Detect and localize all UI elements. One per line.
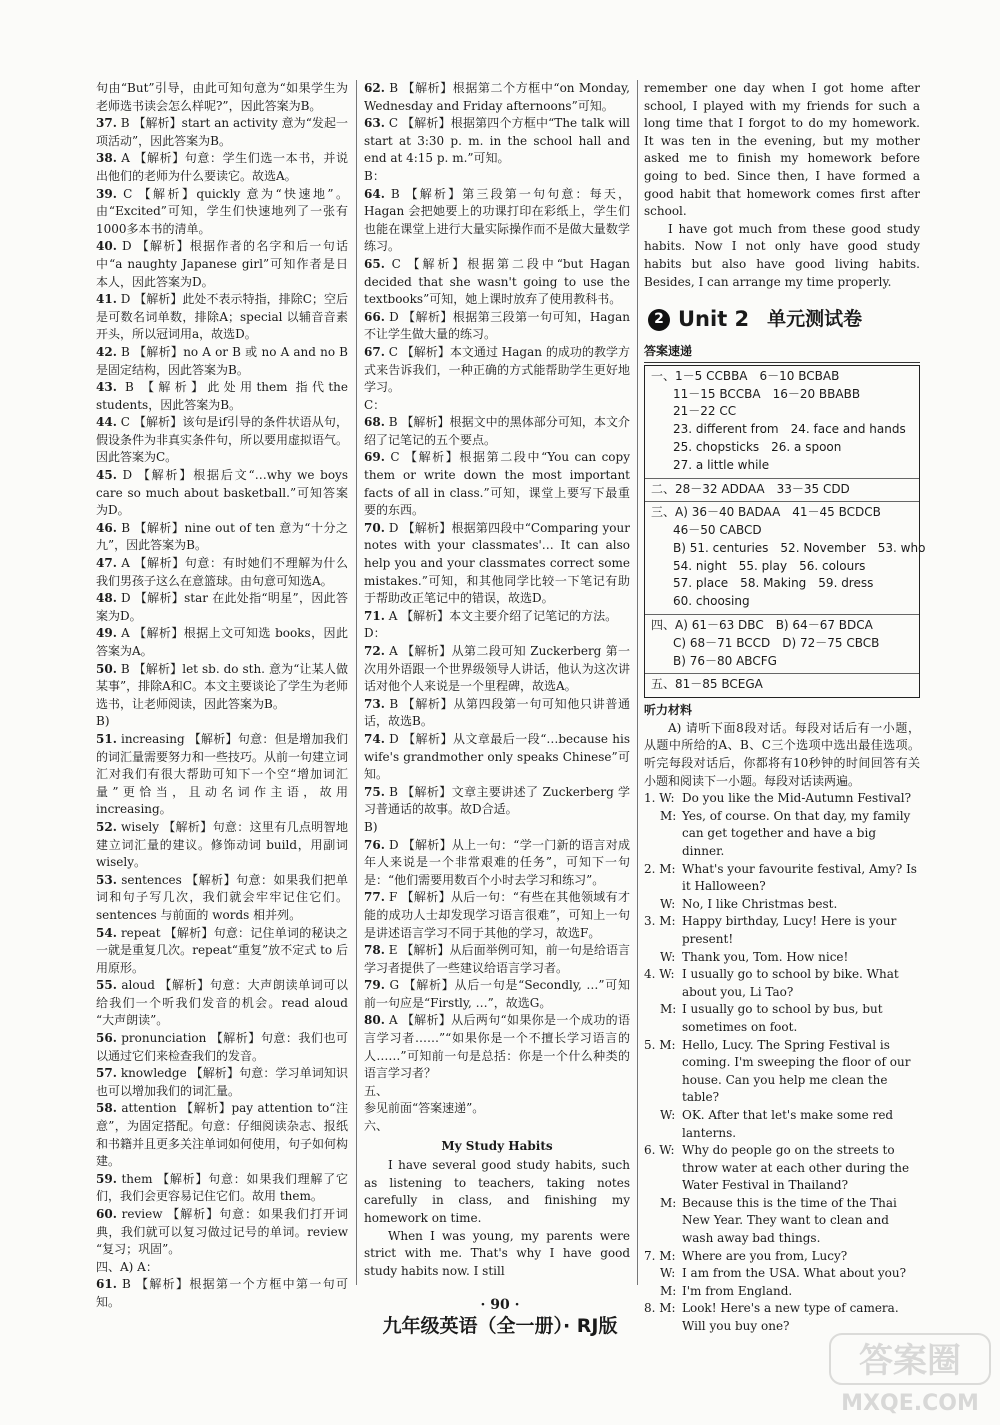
answer-explanation: 参见前面“答案速递”。 xyxy=(364,1101,485,1116)
answer-key-line: 四、A) 61－63 DBC B) 64－67 BDCA xyxy=(651,618,873,633)
answer-explanation: B) xyxy=(364,819,378,834)
question-number: 61. xyxy=(96,1277,117,1292)
answer-key-line: 60. choosing xyxy=(673,594,750,609)
question-number: 55. xyxy=(96,978,117,993)
dialogue-text: No, I like Christmas best. xyxy=(682,896,838,911)
question-number: 47. xyxy=(96,556,117,571)
left-column xyxy=(96,80,348,1312)
answer-key-line: 一、1－5 CCBBA 6－10 BCBAB xyxy=(651,368,840,383)
question-number: 66. xyxy=(364,309,385,324)
question-number: 80. xyxy=(364,1013,385,1028)
speaker-label: W: xyxy=(660,896,676,911)
answer-key-line: 27. a little while xyxy=(673,457,770,472)
dialogue-line xyxy=(644,1107,920,1142)
answer-explanation: 43. B 【解析】此处用them 指代the students，因此答案为B。 xyxy=(96,380,348,412)
question-number: 77. xyxy=(364,890,385,905)
answer-explanation: B： xyxy=(364,168,385,183)
answer-explanation: 37. B 【解析】start an activity 意为“发起一项活动”，因此答案为B。 xyxy=(96,116,348,148)
question-number: 65. xyxy=(364,256,385,271)
question-number: 44. xyxy=(96,415,117,430)
dialogue-line xyxy=(644,790,920,808)
dialogue-text: I'm from England. xyxy=(682,1283,793,1298)
question-number: 67. xyxy=(364,344,385,359)
answer-explanation: 79. G 【解析】从后一句是“Secondly, …”可知前一句应是“Firstly, …”，故选G。 xyxy=(364,978,630,1010)
answer-key-line: B) 51. centuries 52. November 53. who xyxy=(673,540,926,555)
question-number: 49. xyxy=(96,626,117,641)
answer-explanation: 五、 xyxy=(364,1083,389,1098)
answer-explanation: B) xyxy=(96,714,110,729)
answer-explanation: 四、A) A： xyxy=(96,1259,158,1274)
speaker-label: 8. M: xyxy=(644,1301,676,1316)
unit-number-badge: 2 xyxy=(648,309,670,331)
answer-key-line: 25. chopsticks 26. a spoon xyxy=(673,439,842,454)
answer-explanation: 40. D 【解析】根据作者的名字和后一句话中“a naughty Japanese girl”可知作者是日本人，因此答案为D。 xyxy=(96,239,348,289)
answer-explanation: 64. B 【解析】第三段第一句句意：每天，Hagan 会把她要上的功课打印在彩纸上，学生们也能在课堂上进行大量实际操作而不是做大量数学练习。 xyxy=(364,186,630,254)
answer-key-line: 二、28－32 ADDAA 33－35 CDD xyxy=(651,481,850,496)
answer-key-section xyxy=(645,479,919,503)
answer-key-line: 23. different from 24. face and hands xyxy=(673,422,906,437)
dialogue-line xyxy=(644,966,920,1001)
question-number: 71. xyxy=(364,608,385,623)
dialogue-line xyxy=(644,1248,920,1266)
answer-explanation: 48. D 【解析】star 在此处指“明星”，因此答案为D。 xyxy=(96,591,348,623)
middle-column-entries xyxy=(364,80,630,1136)
answer-explanation: 63. C 【解析】根据第四个方框中“The talk will start at 3:30 p. m. in the school hall and end at 4:15 p. m.”可知。 xyxy=(364,116,630,166)
question-number: 40. xyxy=(96,239,117,254)
answer-explanation: 57. knowledge 【解析】句意：学习单词知识也可以增加我们的词汇量。 xyxy=(96,1066,348,1098)
speaker-label: 3. M: xyxy=(644,914,676,929)
dialogue-line xyxy=(644,896,920,914)
speaker-label: W: xyxy=(660,1266,676,1281)
answer-key-line: 46－50 CABCD xyxy=(673,523,762,538)
speaker-label: M: xyxy=(660,1195,677,1210)
question-number: 72. xyxy=(364,644,385,658)
question-number: 46. xyxy=(96,520,117,535)
unit-title: Unit 2 xyxy=(678,307,750,332)
question-number: 74. xyxy=(364,731,385,746)
answer-explanation: 59. them 【解析】句意：如果我们理解了它们，我们会更容易记住它们。故用 them。 xyxy=(96,1171,348,1204)
dialogue-text: What's your favourite festival, Amy? Is it Halloween? xyxy=(682,861,917,894)
dialogue-text: OK. After that let's make some red lanterns. xyxy=(682,1107,894,1140)
dialogue-line xyxy=(644,808,920,861)
listening-dialogues xyxy=(644,790,920,1335)
answer-key-box xyxy=(644,365,926,699)
question-number: 48. xyxy=(96,591,117,606)
watermark-url: MXQE.COM xyxy=(841,1391,979,1416)
answer-explanation: 38. A 【解析】句意：学生们选一本书，并说出他们的老师为什么要读它。故选A。 xyxy=(96,151,348,183)
answer-explanation: 72. A 【解析】从第二段可知 Zuckerberg 第一次用外语跟一个世界级领导人讲话，他认为这次讲话对他个人来说是一个里程碑，故选A。 xyxy=(364,644,630,694)
answer-explanation: 65. C 【解析】根据第二段中“but Hagan decided that she wasn't going to use the textbooks”可知，她上课时放弃了使用教科书。 xyxy=(364,256,630,307)
question-number: 42. xyxy=(96,344,117,359)
watermark-logo xyxy=(826,1330,994,1418)
dialogue-text: I usually go to school by bus, but sometimes on foot. xyxy=(682,1002,883,1034)
question-number: 60. xyxy=(96,1207,117,1221)
question-number: 69. xyxy=(364,450,385,465)
question-number: 75. xyxy=(364,784,385,799)
answer-key-line: 11－15 BCCBA 16－20 BBABB xyxy=(673,386,861,401)
dialogue-text: Because this is the time of the Thai New Year. They want to clean and wash away bad things. xyxy=(682,1195,897,1246)
dialogue-text: Yes, of course. On that day, my family can get together and have a big dinner. xyxy=(682,808,911,859)
answer-explanation: 75. B 【解析】文章主要讲述了 Zuckerberg 学习普通话的故事。故D合适。 xyxy=(364,784,630,817)
dialogue-text: I usually go to school by bike. What about you, Li Tao? xyxy=(682,967,899,999)
answer-key-line: B) 76－80 ABCFG xyxy=(673,653,777,668)
answer-explanation: 61. B 【解析】根据第一个方框中第一句可知。 xyxy=(96,1277,348,1309)
answer-explanation: 74. D 【解析】从文章最后一段“…because his wife's grandmother only speaks Chinese”可知。 xyxy=(364,731,630,782)
question-number: 37. xyxy=(96,116,117,131)
answer-explanation: 58. attention 【解析】pay attention to“注意”，为固定搭配。句意：仔细阅读杂志、报纸和书籍并且更多关注单词如何使用，句子如何构建。 xyxy=(96,1101,349,1169)
speaker-label: M: xyxy=(660,1002,677,1017)
question-number: 45. xyxy=(96,468,117,483)
unit-subtitle: 单元测试卷 xyxy=(767,308,863,331)
dialogue-line xyxy=(644,1001,920,1036)
answer-explanation: 67. C 【解析】本文通过 Hagan 的成功的教学方式来告诉我们，一种正确的方式能帮助学生更好地学习。 xyxy=(364,344,630,395)
answer-explanation: 44. C 【解析】该句是if引导的条件状语从句，假设条件为非真实条件句，所以要用虚拟语气。因此答案为C。 xyxy=(96,415,349,465)
essay-continuation: remember one day when I got home after school, I played with my friends for such a long time that I forgot to do my homework. It was ten in the evening, but my mother asked me to finish my homework before going to bed. Since then, I have formed a good habit that homework comes first after school. xyxy=(644,81,920,219)
dialogue-line xyxy=(644,913,920,948)
answer-explanation: 45. D 【解析】根据后文“…why we boys care so much about basketball.”可知答案为D。 xyxy=(96,468,348,518)
question-number: 38. xyxy=(96,151,117,166)
question-number: 50. xyxy=(96,661,117,676)
answer-explanation: 六、 xyxy=(364,1119,389,1134)
answer-explanation: 69. C 【解析】根据第二段中“You can copy them or write down the most important facts of all in class.”可知，课堂上要写下最重要的东西。 xyxy=(364,450,630,518)
question-number: 58. xyxy=(96,1101,117,1116)
answer-key-section xyxy=(645,366,919,479)
question-number: 73. xyxy=(364,696,385,711)
question-number: 41. xyxy=(96,292,117,307)
dialogue-line xyxy=(644,949,920,967)
dialogue-line xyxy=(644,861,920,896)
answer-key-section xyxy=(645,615,919,674)
page-number: · 90 · xyxy=(480,1297,520,1313)
answer-explanation: 73. B 【解析】从第四段第一句可知他只讲普通话，故选B。 xyxy=(364,696,630,729)
question-number: 56. xyxy=(96,1031,117,1046)
dialogue-text: Where are you from, Lucy? xyxy=(682,1248,848,1263)
answer-explanation: 60. review 【解析】句意：如果我们打开词典，我们就可以复习做过记号的单词。review “复习；巩固”。 xyxy=(96,1207,348,1257)
answer-explanation: 76. D 【解析】从上一句：“学一门新的语言对成年人来说是一个非常艰难的任务”，可知下一句是：“他们需要用数百个小时去学习和练习”。 xyxy=(364,837,630,887)
dialogue-line xyxy=(644,1265,920,1283)
speaker-label: 4. W: xyxy=(644,967,675,982)
answer-explanation: 54. repeat 【解析】句意：记住单词的秘诀之一就是重复几次。repeat“重复”放不定式 to 后用原形。 xyxy=(96,925,348,975)
answer-explanation: C： xyxy=(364,397,386,412)
listening-intro: A) 请听下面8段对话。每段对话后有一小题，从题中所给的A、B、C三个选项中选出最佳选项。听完每段对话后，你都将有10秒钟的时间回答有关小题和阅读下一小题。每段对话读两遍。 xyxy=(644,720,920,788)
speaker-label: 5. M: xyxy=(644,1037,676,1052)
column-divider-right xyxy=(637,80,638,1285)
column-divider-left xyxy=(356,80,357,1285)
answer-explanation: 78. E 【解析】从后面举例可知，前一句是给语言学习者提供了一些建议给语言学习者。 xyxy=(364,943,630,975)
question-number: 57. xyxy=(96,1066,117,1081)
unit-heading xyxy=(648,305,920,335)
dialogue-line xyxy=(644,1037,920,1107)
dialogue-text: Thank you, Tom. How nice! xyxy=(682,949,849,964)
watermark-top-text: 答案圈 xyxy=(859,1341,961,1381)
answer-key-line: C) 68－71 BCCD D) 72－75 CBCB xyxy=(673,635,880,650)
book-title: 九年级英语（全一册）· RJ版 xyxy=(382,1315,618,1337)
speaker-label: W: xyxy=(660,949,676,964)
answer-explanation: 77. F 【解析】从后一句：“有些在其他领域有才能的成功人士却发现学习语言很难”，可知上一句是讲述语言学习不同于其他的学习，故选F。 xyxy=(364,890,630,940)
answer-explanation: 52. wisely 【解析】句意：这里有几点明智地建立词汇量的建议。修饰动词 build，用副词 wisely。 xyxy=(96,819,348,870)
answer-explanation: 42. B 【解析】no A or B 或 no A and no B 是固定结构，因此答案为B。 xyxy=(96,344,348,377)
question-number: 78. xyxy=(364,943,385,958)
question-number: 54. xyxy=(96,925,117,940)
answer-explanation: 55. aloud 【解析】句意：大声朗读单词可以给我们一个听我们发音的机会。read aloud “大声朗读”。 xyxy=(96,978,348,1028)
answer-explanation: D： xyxy=(364,626,386,641)
answer-explanation: 66. D 【解析】根据第三段第一句可知，Hagan不让学生做大量的练习。 xyxy=(364,309,630,342)
dialogue-line xyxy=(644,1142,920,1195)
dialogue-text: I am from the USA. What about you? xyxy=(682,1266,907,1281)
dialogue-text: Why do people go on the streets to throw water at each other during the Water Festival in Thailand? xyxy=(682,1143,910,1193)
answer-explanation: 46. B 【解析】nine out of ten 意为“十分之九”，因此答案为B。 xyxy=(96,520,348,553)
essay-title: My Study Habits xyxy=(441,1138,553,1153)
speaker-label: 7. M: xyxy=(644,1248,676,1263)
answer-explanation: 80. A 【解析】从后两句“如果你是一个成功的语言学习者……”“如果你是一个不擅长学习语言的人……”可知前一句是总括：你是一个什么种类的语言学习者？ xyxy=(364,1013,630,1081)
question-number: 64. xyxy=(364,186,385,201)
dialogue-text: Do you like the Mid-Autumn Festival? xyxy=(682,791,912,806)
middle-column xyxy=(364,80,630,1280)
essay-paragraph-3: I have got much from these good study habits. Now I not only have good study habits but also have good living habits. Besides, I can arrange my time properly. xyxy=(644,221,920,289)
answer-explanation: 句由“But”引导，由此可知句意为“如果学生为老师选书读会怎么样呢?”，因此答案为B。 xyxy=(96,81,348,113)
dialogue-text: Look! Here's a new type of camera. Will you buy one? xyxy=(682,1301,899,1334)
question-number: 68. xyxy=(364,415,385,430)
answer-explanation: 68. B 【解析】根据文中的黑体部分可知，本文介绍了记笔记的五个要点。 xyxy=(364,415,630,447)
speaker-label: 6. W: xyxy=(644,1143,675,1158)
question-number: 52. xyxy=(96,819,117,834)
question-number: 53. xyxy=(96,872,117,887)
question-number: 79. xyxy=(364,978,385,993)
question-number: 39. xyxy=(96,186,117,201)
question-number: 62. xyxy=(364,81,385,95)
answer-explanation: 47. A 【解析】句意：有时她们不理解为什么我们男孩子这么在意篮球。由句意可知选A。 xyxy=(96,556,348,588)
question-number: 43. xyxy=(96,380,117,395)
right-column xyxy=(644,80,926,1336)
answer-key-section xyxy=(645,502,926,615)
answer-explanation: 50. B 【解析】let sb. do sth. 意为“让某人做某事”，排除A和C。本文主要谈论了学生为老师选书，让老师阅读，因此答案为B。 xyxy=(96,661,348,711)
dialogue-line xyxy=(644,1195,920,1248)
answer-explanation: 62. B 【解析】根据第二个方框中“on Monday, Wednesday and Friday afternoons”可知。 xyxy=(364,81,630,113)
answer-key-line: 五、81－85 BCEGA xyxy=(651,677,763,692)
speaker-label: M: xyxy=(660,808,677,823)
answer-key-line: 三、A) 36－40 BADAA 41－45 BCDCB xyxy=(651,505,881,520)
speaker-label: W: xyxy=(660,1107,676,1122)
speaker-label: M: xyxy=(660,1283,677,1298)
question-number: 59. xyxy=(96,1171,117,1186)
answer-explanation: 71. A 【解析】本文主要介绍了记笔记的方法。 xyxy=(364,608,618,623)
answer-explanation: 49. A 【解析】根据上文可知选 books，因此答案为A。 xyxy=(96,626,348,658)
listening-title: 听力材料 xyxy=(644,703,693,718)
answer-key-section xyxy=(645,674,919,697)
answers-label: 答案速递 xyxy=(644,343,920,363)
speaker-label: 1. W: xyxy=(644,791,675,806)
question-number: 70. xyxy=(364,520,385,535)
question-number: 76. xyxy=(364,837,385,852)
answer-key-line: 21－22 CC xyxy=(673,404,737,419)
answer-explanation: 39. C 【解析】quickly 意为“快速地”。由“Excited”可知，学生们快速地列了一张有1000多本书的清单。 xyxy=(96,186,348,236)
essay-paragraph-1: I have several good study habits, such as listening to teachers, taking notes carefully in class, and finishing my homework on time. xyxy=(364,1158,630,1225)
answer-key-line: 54. night 55. play 56. colours xyxy=(673,558,866,573)
answer-explanation: 51. increasing 【解析】句意：但是增加我们的词汇量需要努力和一些技巧。从前一句建立词汇对我们有很大帮助可知下一个空“增加词汇量”更恰当，且动名词作主语，故用increasing。 xyxy=(96,731,349,817)
answer-explanation: 56. pronunciation 【解析】句意：我们也可以通过它们来检查我们的发音。 xyxy=(96,1031,348,1063)
answer-explanation: 70. D 【解析】根据第四段中“Comparing your notes with your classmates'… It can also help you and your classmates correct some mistakes.”可知，和其他同学比较一下笔记有助于帮助改正笔记中的错误，故选D。 xyxy=(364,520,630,606)
dialogue-text: Happy birthday, Lucy! Here is your present! xyxy=(682,914,897,946)
answer-explanation: 41. D 【解析】此处不表示特指，排除C；空后是可数名词单数，排除A；special 以辅音音素开头，所以冠词用a，故选D。 xyxy=(96,292,348,342)
question-number: 63. xyxy=(364,116,385,131)
answer-explanation: 53. sentences 【解析】句意：如果我们把单词和句子写几次，我们就会牢牢记住它们。sentences 与前面的 words 相并列。 xyxy=(96,872,348,922)
speaker-label: 2. M: xyxy=(644,861,676,876)
dialogue-text: Hello, Lucy. The Spring Festival is coming. I'm sweeping the floor of our house. Can you help me clean the table? xyxy=(682,1037,911,1105)
answer-key-line: 57. place 58. Making 59. dress xyxy=(673,576,874,591)
question-number: 51. xyxy=(96,731,117,746)
essay-paragraph-2: When I was young, my parents were strict with me. That's why I have good study habits now. I still xyxy=(364,1228,630,1278)
